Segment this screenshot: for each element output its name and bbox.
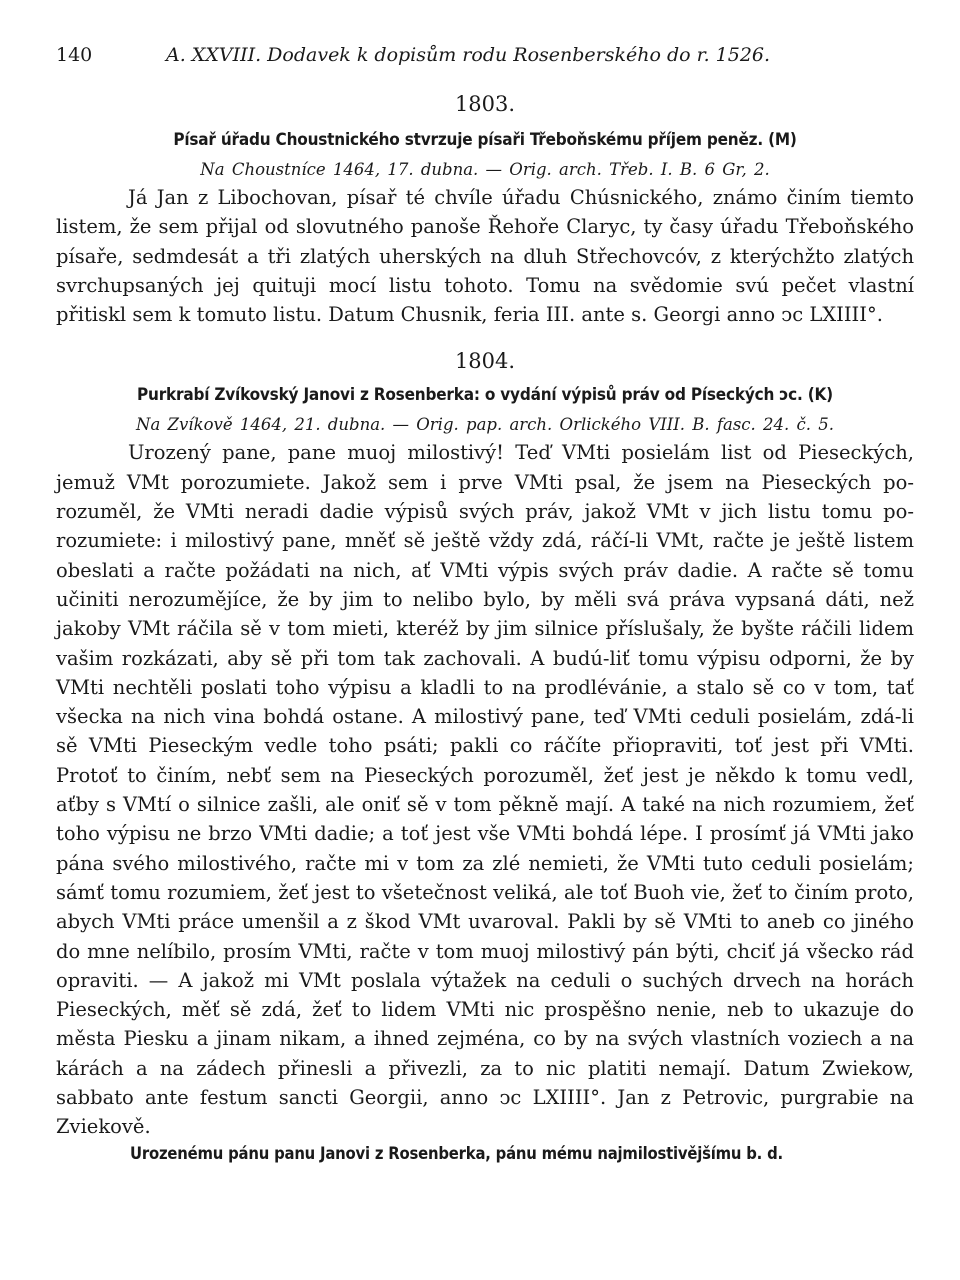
document-page <box>56 44 914 1163</box>
document-address: Urozenému pánu panu Janovi z Rosenberka, pánu mému najmilostivějšímu b. d. <box>130 1143 783 1163</box>
document-dating: Na Zvíkově 1464, 21. dubna. — Orig. pap. arch. Orlického VIII. B. fasc. 24. č. 5. <box>136 415 834 435</box>
document-1803 <box>56 92 914 329</box>
document-text: Urozený pane, pane muoj milostivý! Teď VMti posielám list od Pieseckých, jemuž VMt porozumiete. Jakož sem i prve VMti psal, že jsem na Pieseckých porozuměl, že VMti neradi dadie výpisů svých práv, jakož VMt v jich listu tomu porozumiete: i milostivý pane, mněť sě ještě vždy zdá, ráčí-li VMt, račte je ještě listem obeslati a račte požádati na nich, ať VMti výpis svých práv dadie. A račte sě tomu učiniti nerozumějíce, že by jim to nelibo bylo, by měli svá práva vypsaná dáti, než jakoby VMt ráčila sě v tom mieti, kteréž by jim silnice příslušaly, že byšte ráčili lidem vašim rozkázati, aby sě při tom tak zachovali. A budú-liť tomu výpisu odporni, že by VMti nechtěli poslati toho výpisu a kladli to na prodlévánie, a stalo sě co v tom, tať všecka na nich vina bohdá ostane. A milostivý pane, teď VMti ceduli posielám, zdá-li sě VMti Pieseckým vedle toho psáti; pakli co ráčíte přiopraviti, toť jest při VMti. Protoť to činím, nebť sem na Pieseckých porozuměl, žeť jest je někdo k tomu vedl, aťby s VMtí o silnice zašli, ale oniť sě v tom pěkně mají. A také na nich rozumiem, žeť toho výpisu ne brzo VMti dadie; a toť jest vše VMti bohdá lépe. I prosímť já VMti jako pána svého milostivého, račte mi v tom za zlé nemieti, že VMti tuto ceduli posielám; sámť tomu rozumiem, žeť jest to všetečnost veliká, ale toť Buoh vie, žeť to činím proto, abych VMti práce umenšil a z škod VMt uvaroval. Pakli by sě VMti to aneb co jiného do mne nelíbilo, prosím VMti, račte v tom muoj milostivý pán býti, chciť já všecko rád opraviti. — A jakož mi VMt poslala výtažek na ceduli o suchých drvech na horách Pieseckých, měť sě zdá, žeť to lidem VMti nic prospěšno nenie, neb to ukazuje do města Piesku a jinam nikam, a ihned zejména, co by na svých vlastních voziech a na kárách a na zádech přinesli a přivezli, za to nic platiti nemají. Datum Zwiekow, sabbato ante festum sancti Georgii, anno ↄc LXIIII°. Jan z Petrovic, purgrabie na Zviekově. <box>56 441 914 1139</box>
document-dating: Na Choustníce 1464, 17. dubna. — Orig. arch. Třeb. I. B. 6 Gr, 2. <box>200 160 770 179</box>
document-number: 1803. <box>454 92 516 116</box>
document-text: Já Jan z Libochovan, písař té chvíle úřadu Chúsnického, známo činím tiemto listem, že sem přijal od slovutného panoše Řehoře Claryc, ty časy úřadu Třeboňského písaře, sedmdesát a tři zlatých uherských na dluh Střechovcóv, z kterýchžto zlatých svrchupsaných jej quituji mocí listu tohoto. Tomu na svědomie svú pečet vlastní přitiskl sem k tomuto listu. Datum Chusnik, feria III. ante s. Georgi anno ↄc LXIIII°. <box>56 186 914 327</box>
document-regest: Písař úřadu Choustnického stvrzuje písaři Třeboňskému příjem peněz. (M) <box>173 130 797 150</box>
document-regest: Purkrabí Zvíkovský Janovi z Rosenberka: o vydání výpisů práv od Píseckých ↄc. (K) <box>137 385 833 406</box>
page-number: 140 <box>56 44 93 66</box>
running-title: A. XXVIII. Dodavek k dopisům rodu Rosenberského do r. 1526. <box>166 44 771 66</box>
document-1804 <box>56 349 914 1162</box>
running-head <box>56 44 914 78</box>
document-number: 1804. <box>454 349 516 374</box>
